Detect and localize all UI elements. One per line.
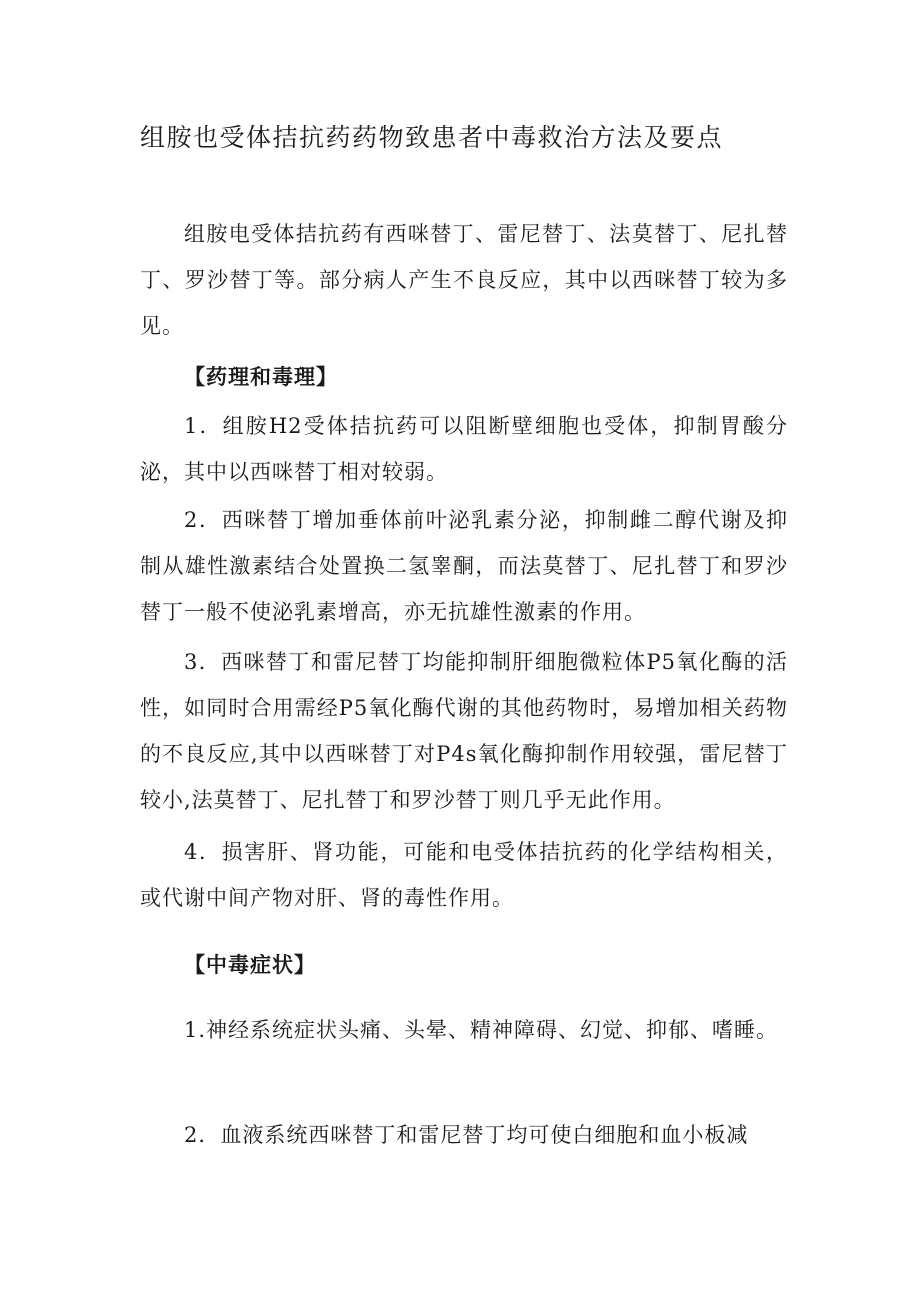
pharmacology-item-2: 2．西咪替丁增加垂体前叶泌乳素分泌，抑制雌二醇代谢及抑制从雄性激素结合处置换二氢睾酮，而法莫替丁、尼扎替丁和罗沙替丁一般不使泌乳素增高，亦无抗雄性激素的作用。 [140,508,788,624]
pharmacology-item-3: 3．西咪替丁和雷尼替丁均能抑制肝细胞微粒体P5氧化酶的活性，如同时合用需经P5氧化酶代谢的其他药物时，易增加相关药物的不良反应,其中以西咪替丁对P4s氧化酶抑制作用较强，雷尼替丁较小,法莫替丁、尼扎替丁和罗沙替丁则几乎无此作用。 [140,650,788,812]
section-heading-symptoms: 【中毒症状】 [184,952,316,977]
symptom-item-1: 1.神经系统症状头痛、头晕、精神障碍、幻觉、抑郁、嗜睡。 [184,1018,779,1042]
intro-paragraph: 组胺电受体拮抗药有西咪替丁、雷尼替丁、法莫替丁、尼扎替丁、罗沙替丁等。部分病人产生不良反应，其中以西咪替丁较为多见。 [140,222,788,338]
symptom-item-2: 2．血液系统西咪替丁和雷尼替丁均可使白细胞和血小板减 [184,1123,749,1147]
document-title: 组胺也受体拮抗药药物致患者中毒救治方法及要点 [140,123,724,152]
pharmacology-item-4: 4．损害肝、肾功能，可能和电受体拮抗药的化学结构相关，或代谢中间产物对肝、肾的毒性作用。 [140,840,788,910]
section-heading-pharmacology: 【药理和毒理】 [184,364,338,389]
pharmacology-item-1: 1．组胺H2受体拮抗药可以阻断壁细胞也受体，抑制胃酸分泌，其中以西咪替丁相对较弱。 [140,414,788,484]
